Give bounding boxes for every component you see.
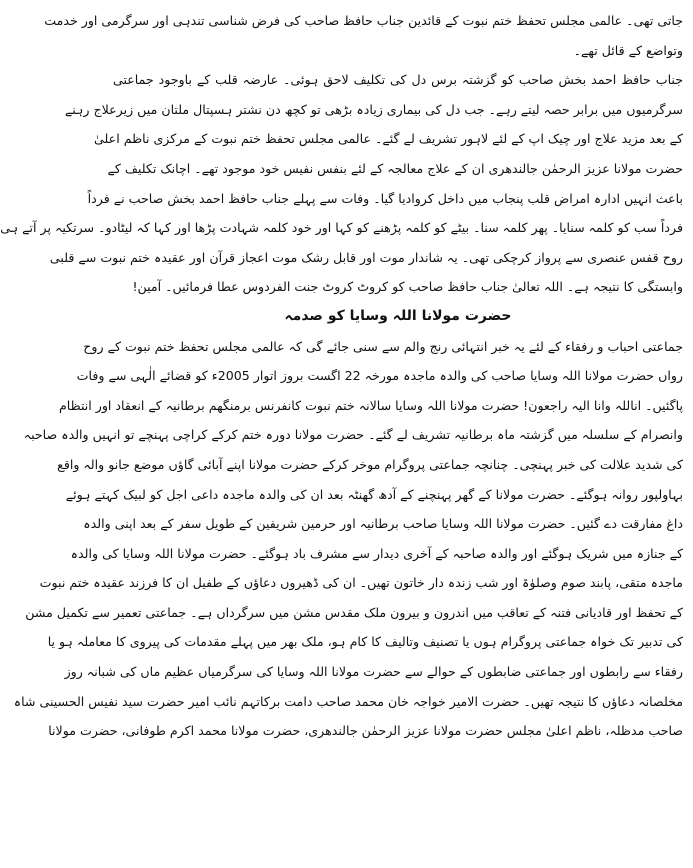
paragraph-1 <box>44 6 683 65</box>
paragraph-2 <box>0 65 683 302</box>
text-line: سرگرمیوں میں برابر حصہ لیتے رہے۔ جب دل کی بیماری زیادہ بڑھی تو کچھ دن نشتر ہسپتال ملتان میں زیرعلاج رہنے <box>64 101 683 117</box>
text-line: رفقاء سے رابطوں اور جماعتی ضابطوں کے حوالے سے حضرت مولانا اللہ وسایا کی سرگرمیاں عظیم ماں کی شبانہ روز <box>64 664 683 680</box>
text-line: کے بعد مزید علاج اور چیک اپ کے لئے لاہور تشریف لے گئے۔ عالمی مجلس تحفظ ختم نبوت کے مرکزی ناظم اعلیٰ <box>94 131 683 147</box>
paragraph-3 <box>13 332 683 746</box>
text-line: جاتی تھی۔ عالمی مجلس تحفظ ختم نبوت کے قائدین جناب حافظ صاحب کی فرض شناسی تندہی اور سرگرمی اور خدمت <box>44 13 683 28</box>
text-line: حضرت مولانا عزیز الرحمٰن جالندھری ان کے علاج معالجہ کے لئے بنفس نفیس خود موجود تھے۔ اچانک تکلیف کے <box>107 160 683 176</box>
text-line: وابستگی کا نتیجہ ہے۔ اللہ تعالیٰ جناب حافظ صاحب کو کروٹ کروٹ جنت الفردوس عطا فرمائیں۔ آمین! <box>132 279 683 295</box>
text-line: بہاولپور روانہ ہوگئے۔ حضرت مولانا کے گھر پہنچنے کے آدھ گھنٹہ بعد ان کی والدہ ماجدہ داعی اجل کو لبیک کہتے ہوئے <box>65 486 683 502</box>
section-heading: حضرت مولانا اللہ وسایا کو صدمہ <box>284 307 512 324</box>
text-line: جماعتی احباب و رفقاء کے لئے یہ خبر انتہائی رنج والم سے سنی جائے گی کہ عالمی مجلس تحفظ ختم نبوت کے روح <box>83 338 683 354</box>
text-line: کے تحفظ اور قادیانی فتنہ کے تعاقب میں اندرون و بیرون ملک مقدس مشن میں سرگرداں ہے۔ جماعتی تعمیر سے تکمیل مشن <box>25 604 683 620</box>
text-line: کی تدبیر تک خواہ جماعتی پروگرام ہوں یا تصنیف وتالیف کا کام ہو، ملک بھر میں پہلے مقدمات کی پیروی کا معاملہ ہو یا <box>47 634 683 650</box>
text-line: باعث انہیں ادارہ امراض قلب پنجاب میں داخل کروادیا گیا۔ وفات سے پہلے جناب حافظ احمد بخش صاحب نے فرداً <box>87 190 683 206</box>
text-line: وانصرام کے سلسلہ میں گزشتہ ماہ برطانیہ تشریف لے گئے۔ حضرت مولانا دورہ ختم کرکے کراچی پہنچے تو انہیں والدہ صاحبہ <box>23 427 683 443</box>
text-line: فرداً سب کو کلمہ سنایا۔ پھر کلمہ سنا۔ بیٹے کو کلمہ پڑھنے کو کہا اور خود کلمہ شہادت پڑھا اور کہا کہ لیٹادو۔ سرتکیہ پر آتے ہی <box>0 220 683 236</box>
text-line: ماجدہ متقی، پابند صوم وصلوٰۃ اور شب زندہ دار خاتون تھیں۔ ان کی ڈھیروں دعاؤں کے طفیل ان کا فرزند عقیدہ ختم نبوت <box>39 575 683 591</box>
text-line: صاحب مدظلہ، ناظم اعلیٰ مجلس حضرت مولانا عزیز الرحمٰن جالندھری، حضرت مولانا محمد اکرم طوفانی، حضرت مولانا <box>48 723 683 739</box>
text-line: کی شدید علالت کی خبر پہنچی۔ چنانچہ جماعتی پروگرام موخر کرکے حضرت مولانا اپنے آبائی گاؤں موضع جانو والہ واقع <box>57 456 683 472</box>
text-line: رواں حضرت مولانا اللہ وسایا صاحب کی والدہ ماجدہ مورخہ 22 اگست بروز اتوار 2005ء کو قضائے الٰہی سے وفات <box>76 368 683 384</box>
text-line: وتواضع کے قائل تھے۔ <box>573 42 683 58</box>
text-line: کے جنازہ میں شریک ہوگئے اور والدہ صاحبہ کے آخری دیدار سے مشرف باد ہوگئے۔ حضرت مولانا اللہ وسایا کی والدہ <box>70 545 683 561</box>
text-line: جناب حافظ احمد بخش صاحب کو گزشتہ برس دل کی تکلیف لاحق ہوئی۔ عارضہ قلب کے باوجود جماعتی <box>113 72 683 88</box>
text-line: مخلصانہ دعاؤں کا نتیجہ تھیں۔ حضرت الامیر خواجہ خان محمد صاحب دامت برکاتہم نائب امیر حضرت سید نفیس الحسینی شاہ <box>13 693 683 709</box>
text-line: داغ مفارقت دے گئیں۔ حضرت مولانا اللہ وسایا صاحب برطانیہ اور حرمین شریفین کے طویل سفر کے بعد اپنی والدہ <box>83 516 683 532</box>
text-line: پاگئیں۔ اناللہ وانا الیہ راجعون! حضرت مولانا اللہ وسایا سالانہ ختم نبوت کانفرنس برمنگھم برطانیہ کے انعقاد اور انتظام <box>58 397 683 413</box>
text-line: روح قفس عنصری سے پرواز کرچکی تھی۔ یہ شاندار موت اور قابل رشک موت اعجاز قرآن اور عقیدہ ختم نبوت سے قلبی <box>49 249 683 265</box>
